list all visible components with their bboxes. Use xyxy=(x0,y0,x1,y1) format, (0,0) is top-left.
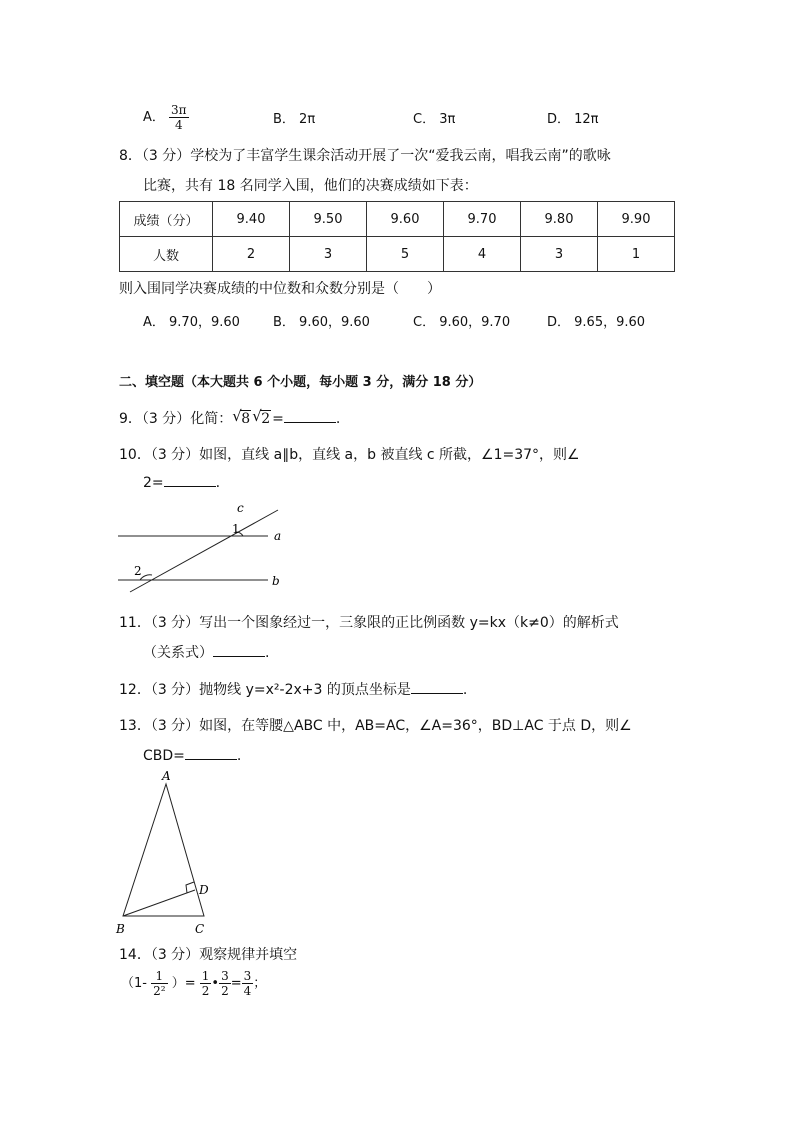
q10-end: . xyxy=(215,475,221,491)
fraction-denominator: 2² xyxy=(153,984,166,998)
q14-expression xyxy=(121,970,266,997)
label-vertex-c: C xyxy=(195,922,205,936)
q9-line xyxy=(119,408,340,428)
sqrt-8 xyxy=(232,407,251,427)
table-cell: 9.70 xyxy=(444,202,521,237)
label-b: b xyxy=(272,574,280,588)
q13-line1: 13．（3 分）如图，在等腰△ABC 中，AB=AC，∠A=36°，BD⊥AC 于点 D，则∠ xyxy=(119,718,632,734)
fraction-numerator: 3π xyxy=(171,103,187,117)
table-cell: 2 xyxy=(213,237,290,272)
answer-blank xyxy=(213,644,265,657)
radical-sign-icon: √ xyxy=(232,407,242,425)
equals-sign: = xyxy=(230,976,242,991)
table-row xyxy=(120,237,675,272)
q8-question: 则入围同学决赛成绩的中位数和众数分别是（ ） xyxy=(119,281,441,297)
answer-blank xyxy=(185,747,237,760)
q8-option-a: A． 9.70，9.60 xyxy=(143,315,240,330)
table-cell: 9.90 xyxy=(598,202,675,237)
q7-option-a-label: A． xyxy=(143,110,165,125)
fraction-3 xyxy=(219,970,231,997)
q7-option-a xyxy=(143,104,189,131)
fraction-numerator: 3 xyxy=(221,969,229,983)
table-header-cell: 人数 xyxy=(120,237,213,272)
table-cell: 9.80 xyxy=(521,202,598,237)
q8-line2: 比赛，共有 18 名同学入围，他们的决赛成绩如下表： xyxy=(143,178,478,194)
answer-blank xyxy=(411,681,463,694)
radicand: 2 xyxy=(261,411,271,427)
q7-option-c: C． 3π xyxy=(413,112,456,127)
q10-line2-prefix: 2= xyxy=(143,475,164,491)
label-point-d: D xyxy=(199,883,209,897)
expr-open: （1- xyxy=(121,976,147,991)
q7-option-b: B． 2π xyxy=(273,112,316,127)
triangle-abc xyxy=(123,784,204,916)
radical-sign-icon: √ xyxy=(252,407,262,425)
label-angle-1: 1 xyxy=(232,522,240,536)
table-cell: 9.60 xyxy=(367,202,444,237)
q13-end: . xyxy=(236,748,242,764)
label-c: c xyxy=(237,501,244,515)
section-title: 二、填空题（本大题共 6 个小题，每小题 3 分，满分 18 分） xyxy=(119,375,482,390)
fraction-numerator: 1 xyxy=(155,969,164,983)
label-vertex-a: A xyxy=(162,769,171,783)
table-cell: 9.40 xyxy=(213,202,290,237)
q9-end: . xyxy=(335,411,341,427)
q11-line1: 11．（3 分）写出一个图象经过一，三象限的正比例函数 y=kx（k≠0）的解析式 xyxy=(119,615,619,631)
score-table xyxy=(119,201,675,272)
q8-option-d: D． 9.65，9.60 xyxy=(547,315,646,330)
q9-prefix: 9．（3 分）化简： xyxy=(119,411,233,427)
q8-option-b: B． 9.60，9.60 xyxy=(273,315,370,330)
label-a: a xyxy=(274,529,282,543)
q10-line1: 10．（3 分）如图，直线 a∥b，直线 a，b 被直线 c 所截，∠1=37°，则∠ xyxy=(119,447,580,463)
q9-equals: = xyxy=(272,411,284,427)
answer-blank xyxy=(284,410,336,423)
fraction-1 xyxy=(151,970,167,997)
q11-line2 xyxy=(143,642,269,662)
q8-option-c: C． 9.60，9.70 xyxy=(413,315,511,330)
q11-end: . xyxy=(265,645,270,661)
table-cell: 1 xyxy=(598,237,675,272)
q10-line2 xyxy=(143,474,220,491)
expr-close: ）= xyxy=(171,976,196,991)
fraction-numerator: 3 xyxy=(243,969,252,983)
q12-prefix: 12．（3 分）抛物线 y=x²-2x+3 的顶点坐标是 xyxy=(119,682,411,698)
q13-line2-prefix: CBD= xyxy=(143,748,185,764)
fraction-denominator: 4 xyxy=(169,117,189,131)
table-header-cell: 成绩（分） xyxy=(120,202,213,237)
fraction-denominator: 4 xyxy=(243,984,252,998)
fraction-2 xyxy=(200,970,212,997)
fraction-denominator: 2 xyxy=(221,984,229,998)
fraction-numerator: 1 xyxy=(201,969,210,983)
angle-2-arc xyxy=(140,575,152,580)
table-cell: 3 xyxy=(290,237,367,272)
fraction-4 xyxy=(242,970,254,997)
q14-line1: 14．（3 分）观察规律并填空 xyxy=(119,947,298,963)
table-cell: 4 xyxy=(444,237,521,272)
answer-blank xyxy=(164,474,216,487)
parallel-lines-figure xyxy=(110,498,300,593)
q8-line1: 8．（3 分）学校为了丰富学生课余活动开展了一次“爱我云南，唱我云南”的歌咏 xyxy=(119,148,611,164)
triangle-abc-figure xyxy=(110,765,220,940)
table-row xyxy=(120,202,675,237)
label-vertex-b: B xyxy=(116,922,125,936)
table-cell: 3 xyxy=(521,237,598,272)
dot-operator: • xyxy=(211,976,220,991)
sqrt-2 xyxy=(252,407,271,427)
semicolon: ； xyxy=(253,976,267,991)
q13-line2 xyxy=(143,747,241,764)
radicand: 8 xyxy=(241,411,251,427)
fraction-denominator: 2 xyxy=(201,984,210,998)
q12-end: . xyxy=(462,682,468,698)
label-angle-2: 2 xyxy=(134,564,142,578)
segment-bd xyxy=(123,890,195,916)
q12-line xyxy=(119,679,467,699)
table-cell: 9.50 xyxy=(290,202,367,237)
q7-option-a-fraction xyxy=(169,104,189,131)
table-cell: 5 xyxy=(367,237,444,272)
q7-option-d: D． 12π xyxy=(547,112,599,127)
q11-line2-prefix: （关系式） xyxy=(143,645,213,661)
